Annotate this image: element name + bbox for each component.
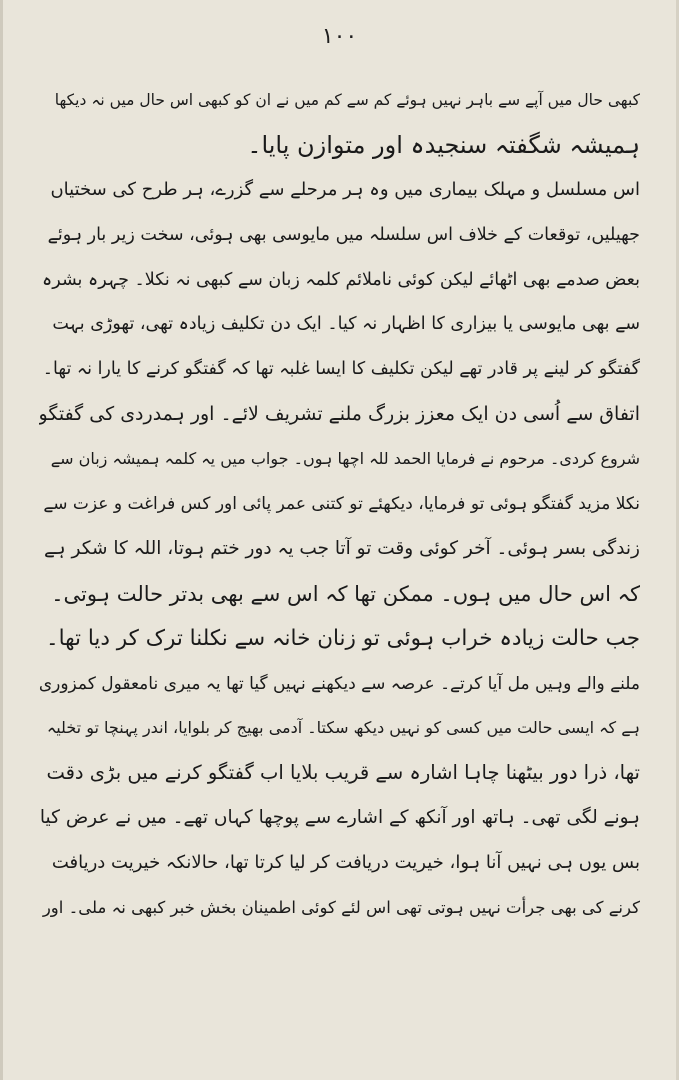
text-line-15: ہے کہ ایسی حالت میں کسی کو نہیں دیکھ سکتا۔ آدمی بھیج کر بلوایا، اندر پہنچا تو تخلیہ: [46, 718, 640, 738]
text-line-14: ملنے والے وہیں مل آیا کرتے۔ عرصہ سے دیکھنے نہیں گیا تھا یہ میری نامعقول کمزوری: [39, 673, 640, 694]
text-line-13: جب حالت زیادہ خراب ہوئی تو زنان خانہ سے نکلنا ترک کر دیا تھا۔: [45, 625, 640, 651]
text-line-3: اس مسلسل و مہلک بیماری میں وہ ہر مرحلے سے گزرے، ہر طرح کی سختیاں: [50, 178, 640, 200]
text-line-5: بعض صدمے بھی اٹھائے لیکن کوئی ناملائم کلمہ زبان سے کبھی نہ نکلا۔ چہرہ بشرہ: [42, 269, 640, 290]
text-line-8: اتفاق سے اُسی دن ایک معزز بزرگ ملنے تشریف لائے۔ اور ہمدردی کی گفتگو: [39, 403, 640, 426]
text-line-2: ہمیشہ شگفتہ سنجیدہ اور متوازن پایا۔: [247, 130, 640, 159]
page-text: [39, 78, 640, 931]
page-number: ۱۰۰: [321, 24, 358, 49]
text-line-4: جھیلیں، توقعات کے خلاف اس سلسلہ میں مایوسی بھی ہوئی، سخت زیر بار ہوئے: [47, 224, 640, 245]
text-line-9: شروع کردی۔ مرحوم نے فرمایا الحمد للہ اچھا ہوں۔ جواب میں یہ کلمہ ہمیشہ زبان سے: [50, 449, 640, 469]
text-line-16: تھا، ذرا دور بیٹھنا چاہا اشارہ سے قریب بلایا اب گفتگو کرنے میں بڑی دقت: [46, 761, 640, 785]
text-line-1: کبھی حال میں آپے سے باہر نہیں ہوئے کم سے کم میں نے ان کو کبھی اس حال میں نہ دیکھا: [54, 91, 640, 109]
text-line-12: کہ اس حال میں ہوں۔ ممکن تھا کہ اس سے بھی بدتر حالت ہوتی۔: [51, 581, 640, 606]
text-line-10: نکلا مزید گفتگو ہوئی تو فرمایا، دیکھئے تو کتنی عمر پائی اور کس فراغت و عزت سے: [43, 494, 640, 515]
text-line-11: زندگی بسر ہوئی۔ آخر کوئی وقت تو آتا جب یہ دور ختم ہوتا، اللہ کا شکر ہے: [43, 537, 640, 559]
text-line-7: گفتگو کر لینے پر قادر تھے لیکن تکلیف کا ایسا غلبہ تھا کہ گفتگو کرنے کا یارا نہ تھا۔: [42, 359, 640, 380]
text-line-6: سے بھی مایوسی یا بیزاری کا اظہار نہ کیا۔ ایک دن تکلیف زیادہ تھی، تھوڑی بہت: [52, 314, 640, 335]
text-line-17: ہونے لگی تھی۔ ہاتھ اور آنکھ کے اشارے سے پوچھا کہاں تھے۔ میں نے عرض کیا: [39, 807, 640, 829]
text-line-19: کرنے کی بھی جرأت نہیں ہوتی تھی اس لئے کوئی اطمینان بخش خبر کبھی نہ ملی۔ اور: [42, 898, 640, 918]
text-line-18: بس یوں ہی نہیں آنا ہوا، خیریت دریافت کر لیا کرتا تھا، حالانکہ خیریت دریافت: [51, 852, 640, 874]
